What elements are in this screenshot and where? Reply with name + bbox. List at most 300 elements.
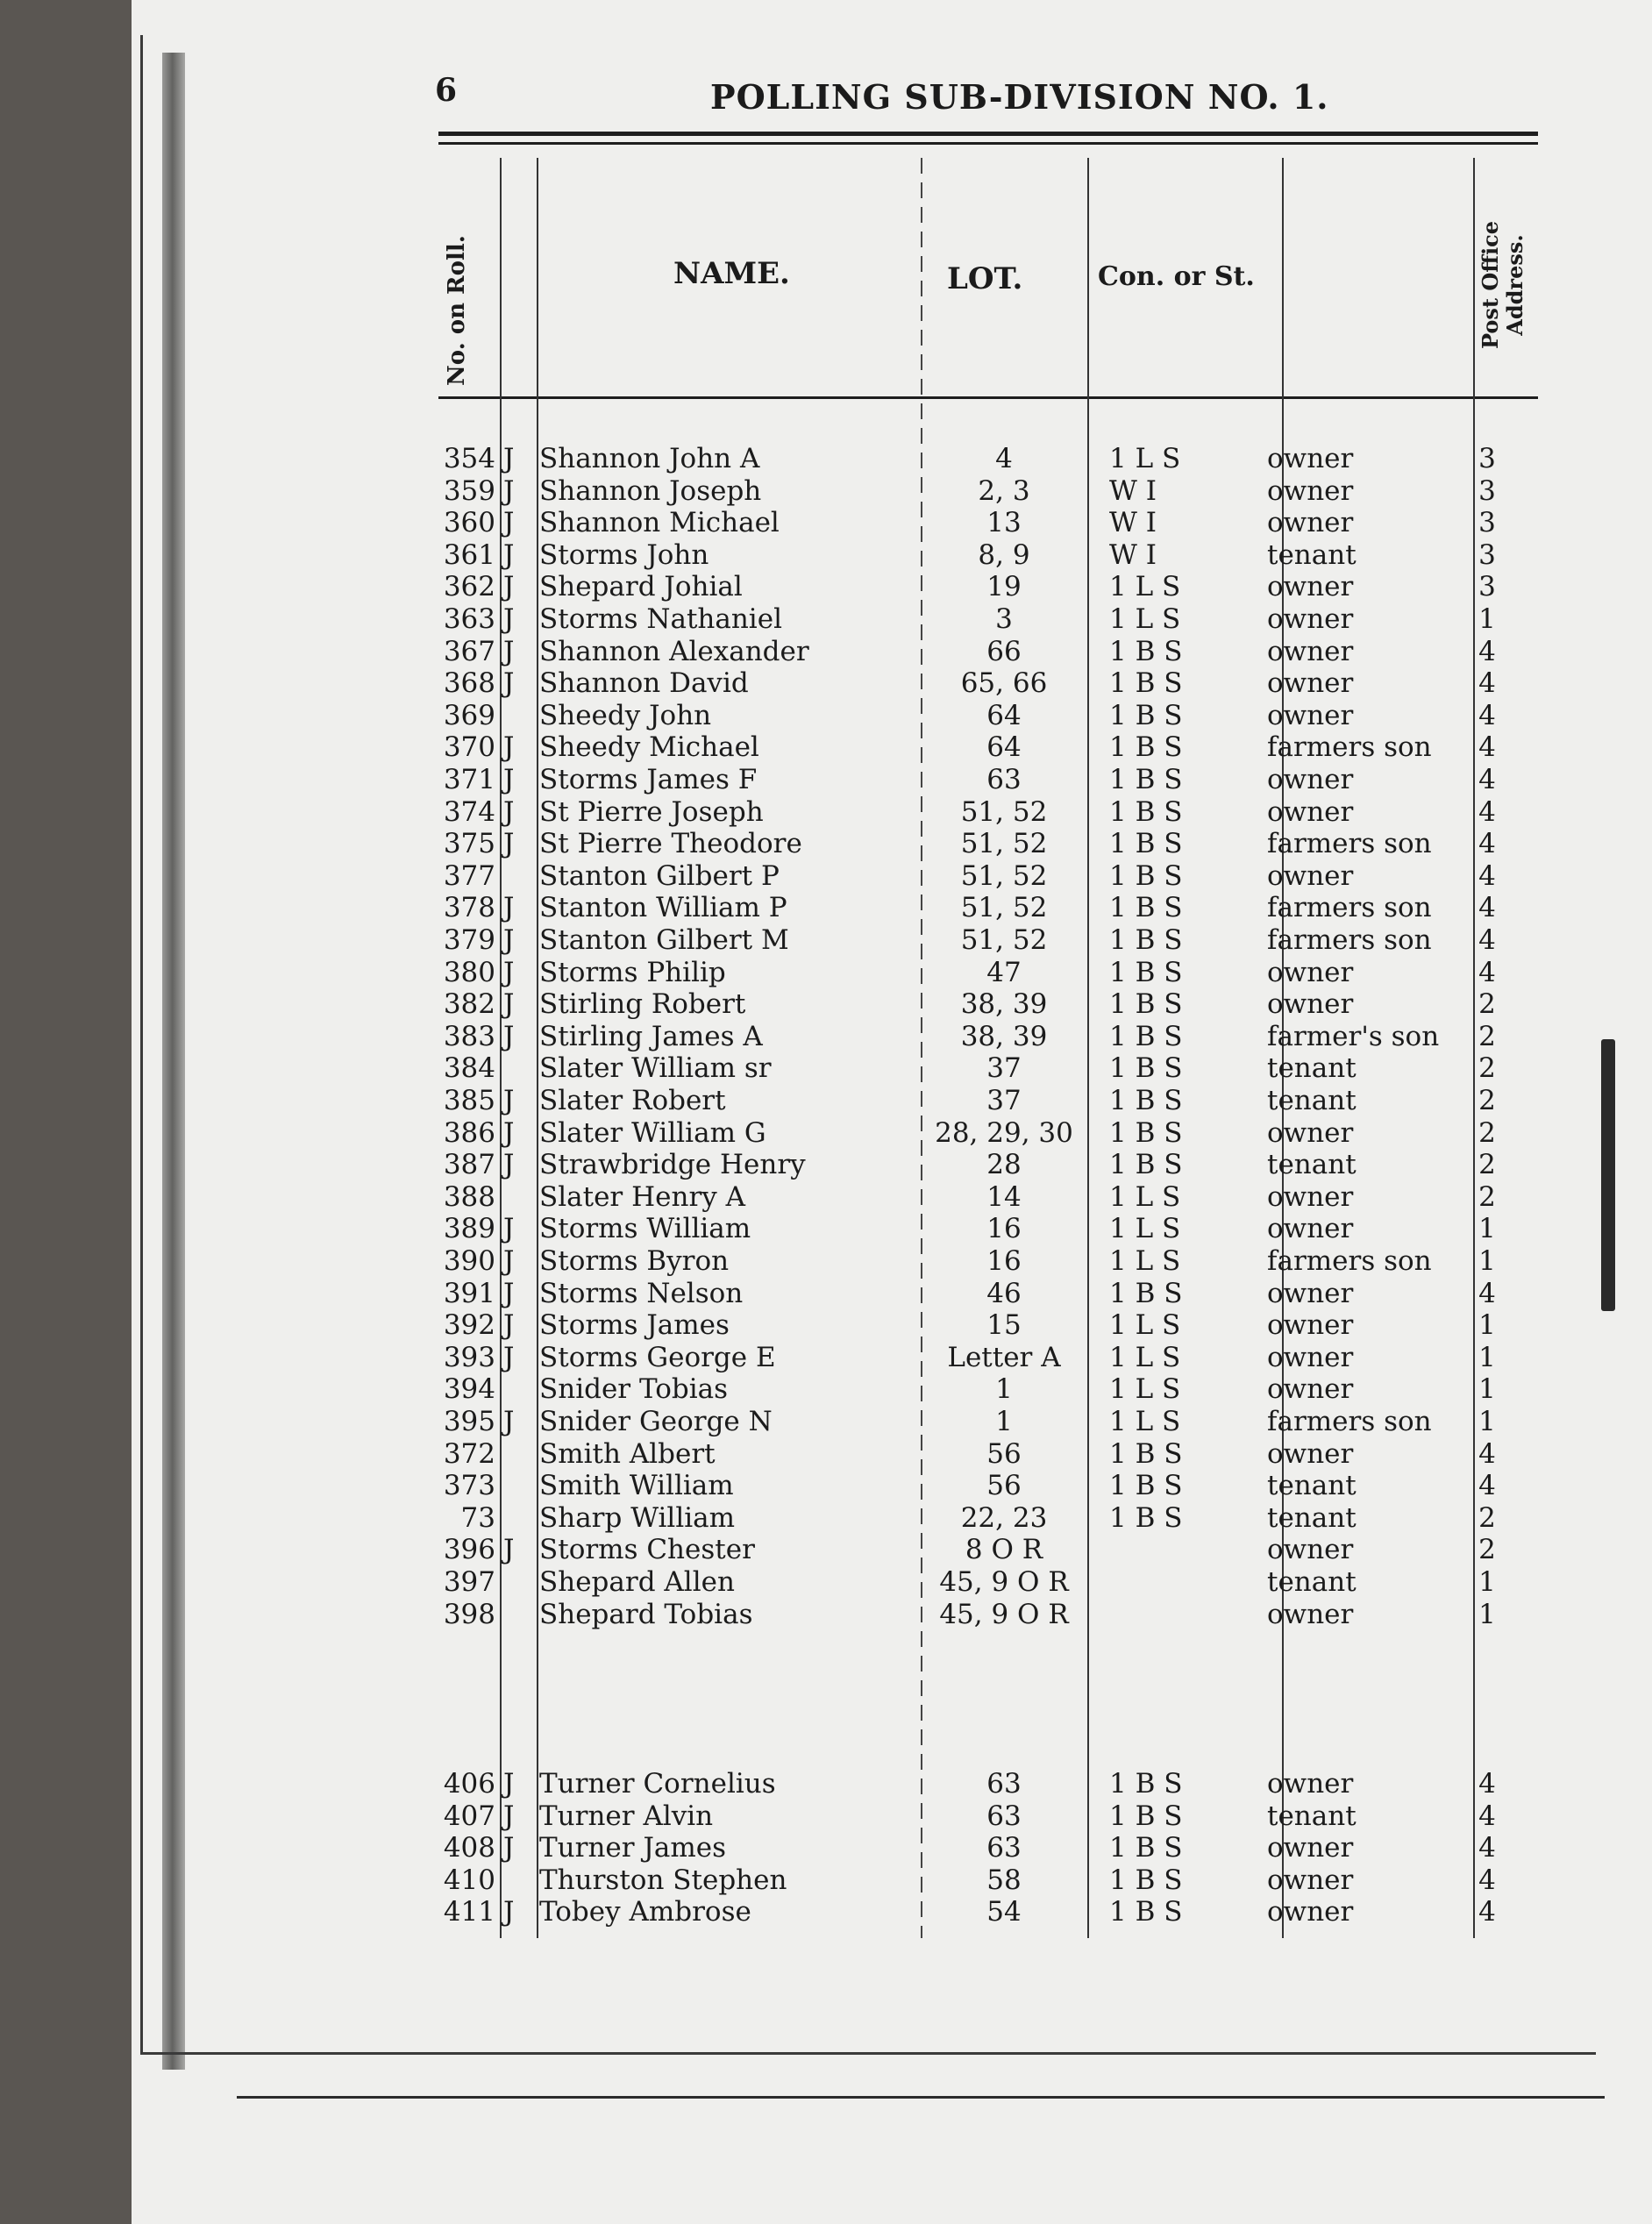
roll-number: 387: [443, 1149, 495, 1181]
roll-number: 368: [443, 667, 495, 700]
frame-bottom-line: [140, 2052, 1596, 2055]
voter-name: Storms Nathaniel: [539, 603, 782, 635]
post-office-value: 1: [1478, 1373, 1496, 1406]
table-row: [0, 1566, 1652, 1598]
occupation-value: owner: [1267, 1896, 1354, 1928]
table-row: [0, 1800, 1652, 1832]
post-office-value: 4: [1478, 1277, 1496, 1309]
top-double-rule-2: [438, 142, 1538, 145]
table-row: [0, 539, 1652, 571]
table-row: [0, 1245, 1652, 1277]
lot-value: 51, 52: [960, 924, 1048, 956]
lot-value: 65, 66: [960, 667, 1048, 700]
lot-value: 38, 39: [960, 1020, 1048, 1052]
roll-number: 374: [443, 795, 495, 828]
post-office-value: 3: [1478, 538, 1496, 571]
occupation-value: tenant: [1267, 1085, 1356, 1116]
juror-mark: J: [503, 1406, 515, 1437]
post-office-value: 2: [1478, 1052, 1496, 1085]
occupation-value: owner: [1267, 603, 1354, 635]
occupation-value: owner: [1267, 1213, 1354, 1245]
concession-value: 1 B S: [1109, 635, 1183, 667]
post-office-value: 2: [1478, 1501, 1496, 1534]
table-row: [0, 636, 1652, 667]
table-row: [0, 1438, 1652, 1470]
occupation-value: owner: [1267, 1832, 1354, 1864]
voter-name: Turner Cornelius: [539, 1768, 776, 1800]
lot-value: 8, 9: [978, 538, 1030, 571]
concession-value: 1 B S: [1109, 859, 1183, 892]
post-office-value: 2: [1478, 1149, 1496, 1181]
occupation-value: owner: [1267, 474, 1354, 507]
lot-value: 19: [986, 571, 1022, 603]
concession-value: 1 B S: [1109, 924, 1183, 956]
occupation-value: farmers son: [1267, 1245, 1432, 1277]
page-title: POLLING SUB-DIVISION NO. 1.: [710, 77, 1329, 117]
concession-value: 1 B S: [1109, 956, 1183, 988]
juror-mark: J: [503, 1020, 515, 1052]
occupation-value: tenant: [1267, 1566, 1356, 1598]
roll-number: 362: [443, 571, 495, 603]
juror-mark: J: [503, 443, 515, 474]
concession-value: 1 L S: [1109, 1341, 1181, 1373]
juror-mark: J: [503, 1534, 515, 1566]
lot-value: 47: [986, 956, 1022, 988]
concession-value: 1 L S: [1109, 1373, 1181, 1406]
voter-name: Stanton Gilbert M: [539, 924, 789, 956]
post-office-value: 3: [1478, 571, 1496, 603]
table-row: [0, 1502, 1652, 1534]
table-bottom-rule: [237, 2096, 1605, 2099]
occupation-value: farmers son: [1267, 892, 1432, 924]
lot-value: 51, 52: [960, 828, 1048, 860]
post-office-value: 4: [1478, 1896, 1496, 1928]
voter-name: Sheedy John: [539, 699, 712, 731]
juror-mark: J: [503, 924, 515, 956]
roll-number: 385: [443, 1085, 495, 1116]
voter-name: St Pierre Joseph: [539, 795, 764, 828]
post-office-value: 4: [1478, 859, 1496, 892]
post-office-value: 1: [1478, 1213, 1496, 1245]
lot-value: 28, 29, 30: [935, 1116, 1073, 1149]
occupation-value: farmers son: [1267, 828, 1432, 860]
juror-mark: J: [503, 1277, 515, 1309]
roll-number: 396: [443, 1534, 495, 1566]
roll-number: 382: [443, 988, 495, 1021]
roll-number: 391: [443, 1277, 495, 1309]
table-row: [0, 1181, 1652, 1213]
table-row: [0, 924, 1652, 956]
voter-name: Shannon John A: [539, 443, 760, 474]
roll-number: 73: [460, 1501, 495, 1534]
voter-name: Stirling James A: [539, 1020, 763, 1052]
voter-name: Storms James: [539, 1309, 730, 1342]
post-office-value: 4: [1478, 635, 1496, 667]
col-header-no-on-roll: No. on Roll.: [444, 235, 470, 386]
concession-value: W I: [1109, 507, 1157, 539]
voter-name: Slater Robert: [539, 1085, 726, 1116]
top-double-rule-1: [438, 132, 1538, 136]
juror-mark: J: [503, 635, 515, 667]
occupation-value: owner: [1267, 507, 1354, 539]
roll-number: 379: [443, 924, 495, 956]
concession-value: 1 L S: [1109, 603, 1181, 635]
post-office-value: 2: [1478, 1116, 1496, 1149]
post-office-value: 4: [1478, 667, 1496, 700]
concession-value: 1 B S: [1109, 795, 1183, 828]
concession-value: 1 B S: [1109, 1116, 1183, 1149]
table-row: [0, 1149, 1652, 1180]
voter-name: Shepard Johial: [539, 571, 743, 603]
concession-value: 1 L S: [1109, 1406, 1181, 1437]
occupation-value: owner: [1267, 764, 1354, 795]
occupation-value: farmers son: [1267, 1406, 1432, 1437]
juror-mark: J: [503, 1309, 515, 1342]
lot-value: 45, 9 O R: [939, 1566, 1069, 1598]
lot-value: 1: [995, 1406, 1013, 1437]
juror-mark: J: [503, 1245, 515, 1277]
lot-value: 3: [995, 603, 1013, 635]
occupation-value: owner: [1267, 1768, 1354, 1800]
roll-number: 380: [443, 956, 495, 988]
lot-value: 45, 9 O R: [939, 1598, 1069, 1630]
roll-number: 384: [443, 1052, 495, 1085]
voter-name: Storms Chester: [539, 1534, 755, 1566]
post-office-value: 4: [1478, 1470, 1496, 1502]
table-row: [0, 1117, 1652, 1149]
juror-mark: J: [503, 538, 515, 571]
table-row: [0, 1599, 1652, 1630]
col-header-post-office-line1: Post Office: [1478, 221, 1503, 349]
post-office-value: 1: [1478, 1245, 1496, 1277]
occupation-value: tenant: [1267, 1149, 1356, 1181]
table-row: [0, 700, 1652, 731]
voter-name: Shannon Joseph: [539, 474, 762, 507]
post-office-value: 3: [1478, 474, 1496, 507]
lot-value: 51, 52: [960, 795, 1048, 828]
lot-value: 46: [986, 1277, 1022, 1309]
roll-number: 397: [443, 1566, 495, 1598]
lot-value: 8 O R: [965, 1534, 1043, 1566]
voter-name: Slater William sr: [539, 1052, 772, 1085]
concession-value: 1 B S: [1109, 988, 1183, 1021]
occupation-value: owner: [1267, 571, 1354, 603]
voter-name: Smith William: [539, 1470, 734, 1502]
juror-mark: J: [503, 1800, 515, 1832]
table-row: [0, 667, 1652, 699]
occupation-value: owner: [1267, 1180, 1354, 1213]
table-row: [0, 1832, 1652, 1864]
post-office-value: 4: [1478, 1864, 1496, 1896]
voter-name: Turner Alvin: [539, 1800, 714, 1832]
lot-value: 64: [986, 731, 1022, 764]
concession-value: W I: [1109, 474, 1157, 507]
occupation-value: owner: [1267, 988, 1354, 1021]
occupation-value: tenant: [1267, 1800, 1356, 1832]
post-office-value: 4: [1478, 892, 1496, 924]
table-row: [0, 764, 1652, 795]
col-header-post-office-line2: Address.: [1502, 234, 1527, 336]
occupation-value: owner: [1267, 1309, 1354, 1342]
occupation-value: owner: [1267, 956, 1354, 988]
concession-value: 1 B S: [1109, 828, 1183, 860]
table-row: [0, 1406, 1652, 1437]
juror-mark: J: [503, 571, 515, 603]
roll-number: 377: [443, 859, 495, 892]
juror-mark: J: [503, 956, 515, 988]
occupation-value: farmers son: [1267, 731, 1432, 764]
voter-name: Storms George E: [539, 1341, 776, 1373]
page-number: 6: [435, 72, 458, 109]
roll-number: 395: [443, 1406, 495, 1437]
post-office-value: 1: [1478, 1598, 1496, 1630]
occupation-value: owner: [1267, 635, 1354, 667]
col-header-name: NAME.: [673, 256, 790, 291]
juror-mark: J: [503, 1116, 515, 1149]
occupation-value: tenant: [1267, 1052, 1356, 1085]
col-header-lot: LOT.: [947, 261, 1023, 296]
concession-value: 1 B S: [1109, 892, 1183, 924]
juror-mark: J: [503, 507, 515, 539]
table-row: [0, 1342, 1652, 1373]
lot-value: Letter A: [947, 1341, 1061, 1373]
concession-value: 1 B S: [1109, 1470, 1183, 1502]
post-office-value: 2: [1478, 1085, 1496, 1116]
concession-value: 1 L S: [1109, 1213, 1181, 1245]
occupation-value: owner: [1267, 667, 1354, 700]
concession-value: 1 B S: [1109, 699, 1183, 731]
occupation-value: owner: [1267, 1864, 1354, 1896]
occupation-value: owner: [1267, 1116, 1354, 1149]
roll-number: 392: [443, 1309, 495, 1342]
juror-mark: J: [503, 1149, 515, 1181]
juror-mark: J: [503, 474, 515, 507]
voter-name: Sharp William: [539, 1501, 736, 1534]
post-office-value: 1: [1478, 1341, 1496, 1373]
juror-mark: J: [503, 828, 515, 860]
occupation-value: owner: [1267, 1598, 1354, 1630]
lot-value: 63: [986, 1768, 1022, 1800]
voter-name: Storms Byron: [539, 1245, 730, 1277]
roll-number: 408: [443, 1832, 495, 1864]
roll-number: 354: [443, 443, 495, 474]
post-office-value: 1: [1478, 603, 1496, 635]
voter-name: Stanton Gilbert P: [539, 859, 780, 892]
roll-number: 390: [443, 1245, 495, 1277]
roll-number: 361: [443, 538, 495, 571]
concession-value: 1 L S: [1109, 571, 1181, 603]
lot-value: 4: [995, 443, 1013, 474]
post-office-value: 4: [1478, 1800, 1496, 1832]
table-row: [0, 1085, 1652, 1116]
roll-number: 373: [443, 1470, 495, 1502]
roll-number: 394: [443, 1373, 495, 1406]
table-row: [0, 957, 1652, 988]
occupation-value: farmer's son: [1267, 1020, 1440, 1052]
concession-value: 1 B S: [1109, 1020, 1183, 1052]
lot-value: 28: [986, 1149, 1022, 1181]
post-office-value: 3: [1478, 443, 1496, 474]
juror-mark: J: [503, 1085, 515, 1116]
post-office-value: 4: [1478, 1768, 1496, 1800]
voter-name: Stirling Robert: [539, 988, 746, 1021]
concession-value: 1 L S: [1109, 1309, 1181, 1342]
occupation-value: owner: [1267, 1341, 1354, 1373]
juror-mark: J: [503, 731, 515, 764]
roll-number: 411: [443, 1896, 495, 1928]
concession-value: 1 B S: [1109, 764, 1183, 795]
roll-number: 388: [443, 1180, 495, 1213]
roll-number: 407: [443, 1800, 495, 1832]
table-row: [0, 828, 1652, 859]
roll-number: 389: [443, 1213, 495, 1245]
lot-value: 16: [986, 1245, 1022, 1277]
voter-name: Storms James F: [539, 764, 758, 795]
occupation-value: owner: [1267, 1373, 1354, 1406]
post-office-value: 3: [1478, 507, 1496, 539]
lot-value: 63: [986, 1800, 1022, 1832]
voter-name: Snider George N: [539, 1406, 773, 1437]
occupation-value: owner: [1267, 699, 1354, 731]
juror-mark: J: [503, 764, 515, 795]
lot-value: 14: [986, 1180, 1022, 1213]
concession-value: 1 B S: [1109, 1896, 1183, 1928]
voter-name: Shannon Alexander: [539, 635, 809, 667]
concession-value: 1 B S: [1109, 1832, 1183, 1864]
table-row: [0, 796, 1652, 828]
post-office-value: 4: [1478, 699, 1496, 731]
lot-value: 13: [986, 507, 1022, 539]
juror-mark: J: [503, 795, 515, 828]
voter-name: Sheedy Michael: [539, 731, 759, 764]
table-row: [0, 1768, 1652, 1800]
post-office-value: 2: [1478, 988, 1496, 1021]
col-header-post-office: [1478, 184, 1527, 386]
voter-name: Thurston Stephen: [539, 1864, 787, 1896]
lot-value: 58: [986, 1864, 1022, 1896]
table-row: [0, 1373, 1652, 1405]
juror-mark: J: [503, 1896, 515, 1928]
concession-value: 1 L S: [1109, 443, 1181, 474]
roll-number: 383: [443, 1020, 495, 1052]
concession-value: W I: [1109, 538, 1157, 571]
voter-name: Storms William: [539, 1213, 751, 1245]
concession-value: 1 B S: [1109, 1768, 1183, 1800]
post-office-value: 4: [1478, 1832, 1496, 1864]
post-office-value: 4: [1478, 731, 1496, 764]
voter-name: St Pierre Theodore: [539, 828, 802, 860]
concession-value: 1 B S: [1109, 1501, 1183, 1534]
juror-mark: J: [503, 892, 515, 924]
juror-mark: J: [503, 1213, 515, 1245]
table-row: [0, 1278, 1652, 1309]
lot-value: 37: [986, 1085, 1022, 1116]
concession-value: 1 B S: [1109, 1052, 1183, 1085]
table-row: [0, 988, 1652, 1020]
concession-value: 1 B S: [1109, 1277, 1183, 1309]
juror-mark: J: [503, 603, 515, 635]
roll-number: 367: [443, 635, 495, 667]
header-bottom-rule: [438, 396, 1538, 399]
voter-name: Snider Tobias: [539, 1373, 729, 1406]
concession-value: 1 B S: [1109, 1800, 1183, 1832]
voter-name: Storms Nelson: [539, 1277, 744, 1309]
lot-value: 64: [986, 699, 1022, 731]
roll-number: 406: [443, 1768, 495, 1800]
lot-value: 63: [986, 1832, 1022, 1864]
occupation-value: owner: [1267, 1277, 1354, 1309]
lot-value: 56: [986, 1470, 1022, 1502]
roll-number: 386: [443, 1116, 495, 1149]
roll-number: 360: [443, 507, 495, 539]
concession-value: 1 B S: [1109, 1864, 1183, 1896]
roll-number: 393: [443, 1341, 495, 1373]
lot-value: 2, 3: [978, 474, 1030, 507]
lot-value: 15: [986, 1309, 1022, 1342]
col-header-con: Con. or St.: [1098, 261, 1255, 292]
roll-number: 370: [443, 731, 495, 764]
post-office-value: 1: [1478, 1406, 1496, 1437]
voter-name: Smith Albert: [539, 1437, 716, 1470]
concession-value: 1 B S: [1109, 667, 1183, 700]
occupation-value: owner: [1267, 1437, 1354, 1470]
post-office-value: 4: [1478, 924, 1496, 956]
table-row: [0, 603, 1652, 635]
lot-value: 66: [986, 635, 1022, 667]
voter-name: Strawbridge Henry: [539, 1149, 806, 1181]
voter-name: Tobey Ambrose: [539, 1896, 751, 1928]
concession-value: 1 L S: [1109, 1245, 1181, 1277]
concession-value: 1 B S: [1109, 1437, 1183, 1470]
roll-number: 369: [443, 699, 495, 731]
roll-number: 398: [443, 1598, 495, 1630]
voter-name: Storms Philip: [539, 956, 726, 988]
roll-number: 363: [443, 603, 495, 635]
table-row: [0, 1021, 1652, 1052]
roll-number: 410: [443, 1864, 495, 1896]
post-office-value: 2: [1478, 1020, 1496, 1052]
post-office-value: 1: [1478, 1309, 1496, 1342]
post-office-value: 4: [1478, 764, 1496, 795]
voter-name: Shepard Tobias: [539, 1598, 753, 1630]
juror-mark: J: [503, 1832, 515, 1864]
voter-name: Shannon Michael: [539, 507, 780, 539]
occupation-value: tenant: [1267, 538, 1356, 571]
occupation-value: owner: [1267, 1534, 1354, 1566]
juror-mark: J: [503, 1768, 515, 1800]
occupation-value: owner: [1267, 795, 1354, 828]
table-row: [0, 860, 1652, 892]
voter-name: Slater Henry A: [539, 1180, 746, 1213]
voter-name: Storms John: [539, 538, 709, 571]
voter-name: Turner James: [539, 1832, 727, 1864]
table-row: [0, 507, 1652, 538]
juror-mark: J: [503, 667, 515, 700]
table-row: [0, 892, 1652, 923]
lot-value: 22, 23: [960, 1501, 1048, 1534]
post-office-value: 2: [1478, 1534, 1496, 1566]
roll-number: 372: [443, 1437, 495, 1470]
table-row: [0, 571, 1652, 602]
table-row: [0, 1864, 1652, 1896]
lot-value: 51, 52: [960, 892, 1048, 924]
table-row: [0, 1309, 1652, 1341]
roll-number: 371: [443, 764, 495, 795]
voter-name: Shannon David: [539, 667, 749, 700]
table-row: [0, 1896, 1652, 1928]
table-row: [0, 443, 1652, 474]
lot-value: 56: [986, 1437, 1022, 1470]
